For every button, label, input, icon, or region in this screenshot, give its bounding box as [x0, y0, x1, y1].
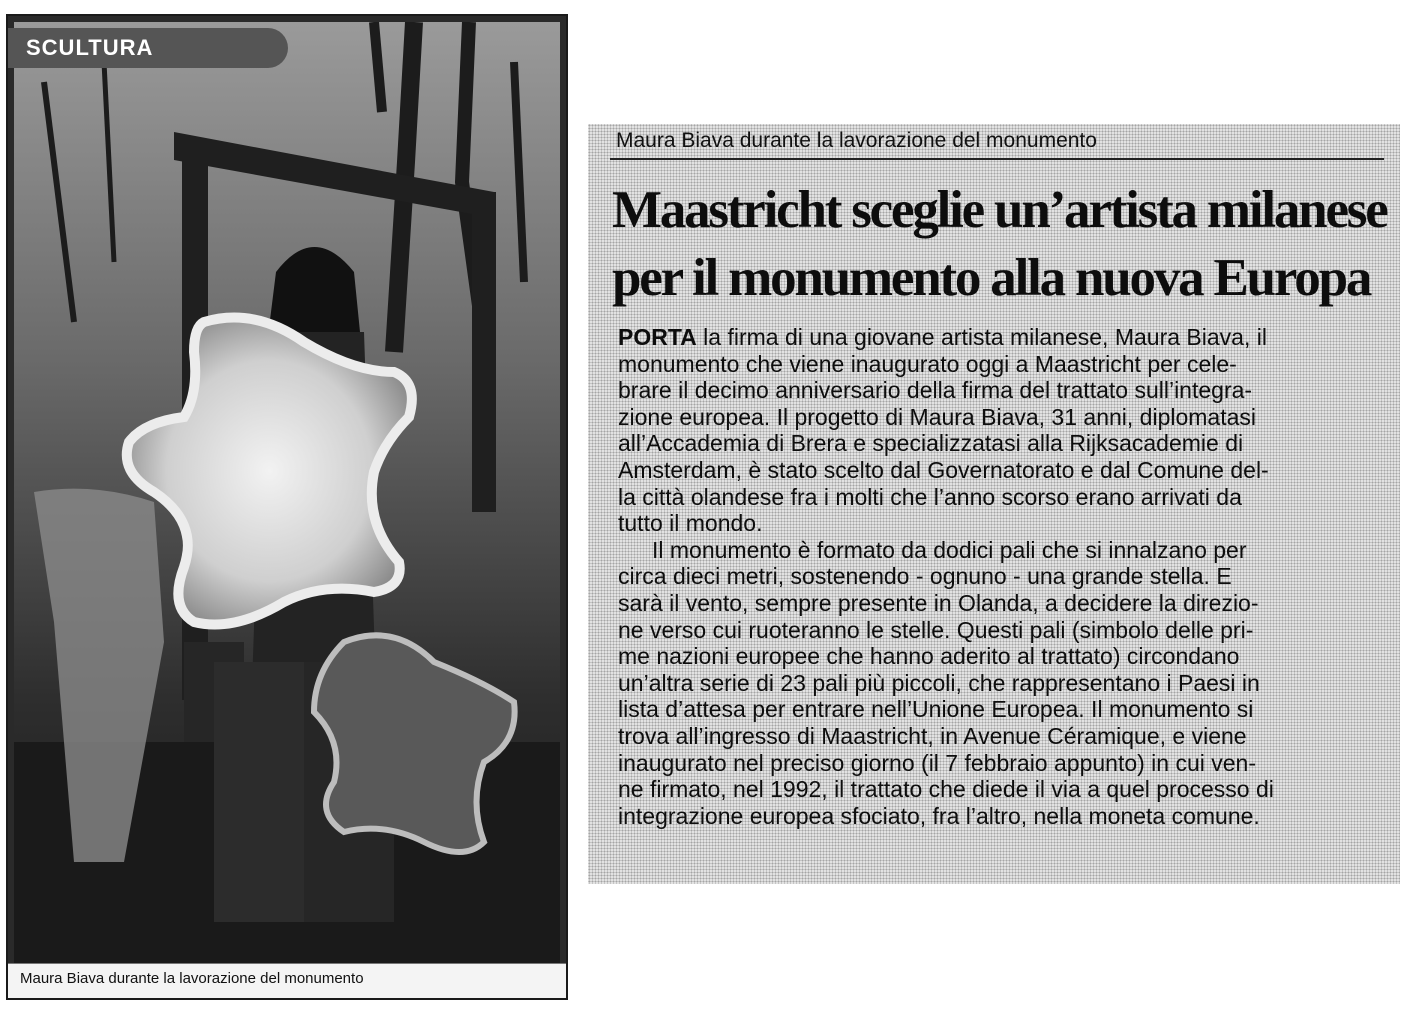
article-photo	[14, 22, 560, 986]
caption-divider	[610, 158, 1384, 160]
section-label-tab	[8, 28, 288, 68]
article-clipping	[588, 124, 1400, 884]
body-line: circa dieci metri, sostenendo - ognuno - una grande stella. E	[618, 563, 1232, 590]
body-line: monumento che viene inaugurato oggi a Maastricht per cele-	[618, 350, 1237, 377]
photo-clipping	[6, 14, 568, 1000]
body-line: all’Accademia di Brera e specializzatasi alla Rijksacademie di	[618, 430, 1244, 457]
headline-line: per il monumento alla nuova Europa	[612, 249, 1371, 307]
section-label: SCULTURA	[26, 35, 154, 60]
body-line: brare il decimo anniversario della firma del trattato sull’integra-	[618, 377, 1253, 404]
body-line: ne verso cui ruoteranno le stelle. Questi pali (simbolo delle pri-	[618, 616, 1254, 643]
photo-caption: Maura Biava durante la lavorazione del monumento	[20, 970, 364, 987]
lead-word: PORTA	[618, 324, 697, 350]
body-line: zione europea. Il progetto di Maura Biava, 31 anni, diplomatasi	[618, 403, 1257, 430]
article-body	[618, 324, 1384, 829]
body-line	[618, 324, 1384, 351]
body-line: Il monumento è formato da dodici pali che si innalzano per	[652, 536, 1247, 563]
body-line: ne firmato, nel 1992, il trattato che diede il via a quel processo di	[618, 776, 1274, 803]
body-line: integrazione europea sfociato, fra l’altro, nella moneta comune.	[618, 802, 1260, 829]
body-line: inaugurato nel preciso giorno (il 7 febbraio appunto) in cui ven-	[618, 749, 1257, 776]
body-line-text: la firma di una giovane artista milanese, Maura Biava, il	[696, 324, 1267, 350]
article-caption: Maura Biava durante la lavorazione del monumento	[616, 129, 1097, 152]
photo-caption-bar	[8, 963, 566, 998]
body-line: Amsterdam, è stato scelto dal Governatorato e dal Comune del-	[618, 456, 1269, 483]
headline-line: Maastricht sceglie un’artista milanese	[612, 181, 1387, 239]
headline	[612, 176, 1392, 312]
body-line: lista d’attesa per entrare nell’Unione Europea. Il monumento si	[618, 696, 1254, 723]
body-line: trova all’ingresso di Maastricht, in Avenue Céramique, e viene	[618, 722, 1247, 749]
body-line: tutto il mondo.	[618, 510, 763, 537]
body-line: me nazioni europee che hanno aderito al trattato) circondano	[618, 643, 1240, 670]
body-line: un’altra serie di 23 pali più piccoli, che rappresentano i Paesi in	[618, 669, 1260, 696]
body-line: la città olandese fra i molti che l’anno scorso erano arrivati da	[618, 483, 1242, 510]
body-line: sarà il vento, sempre presente in Olanda, a decidere la direzio-	[618, 589, 1259, 616]
